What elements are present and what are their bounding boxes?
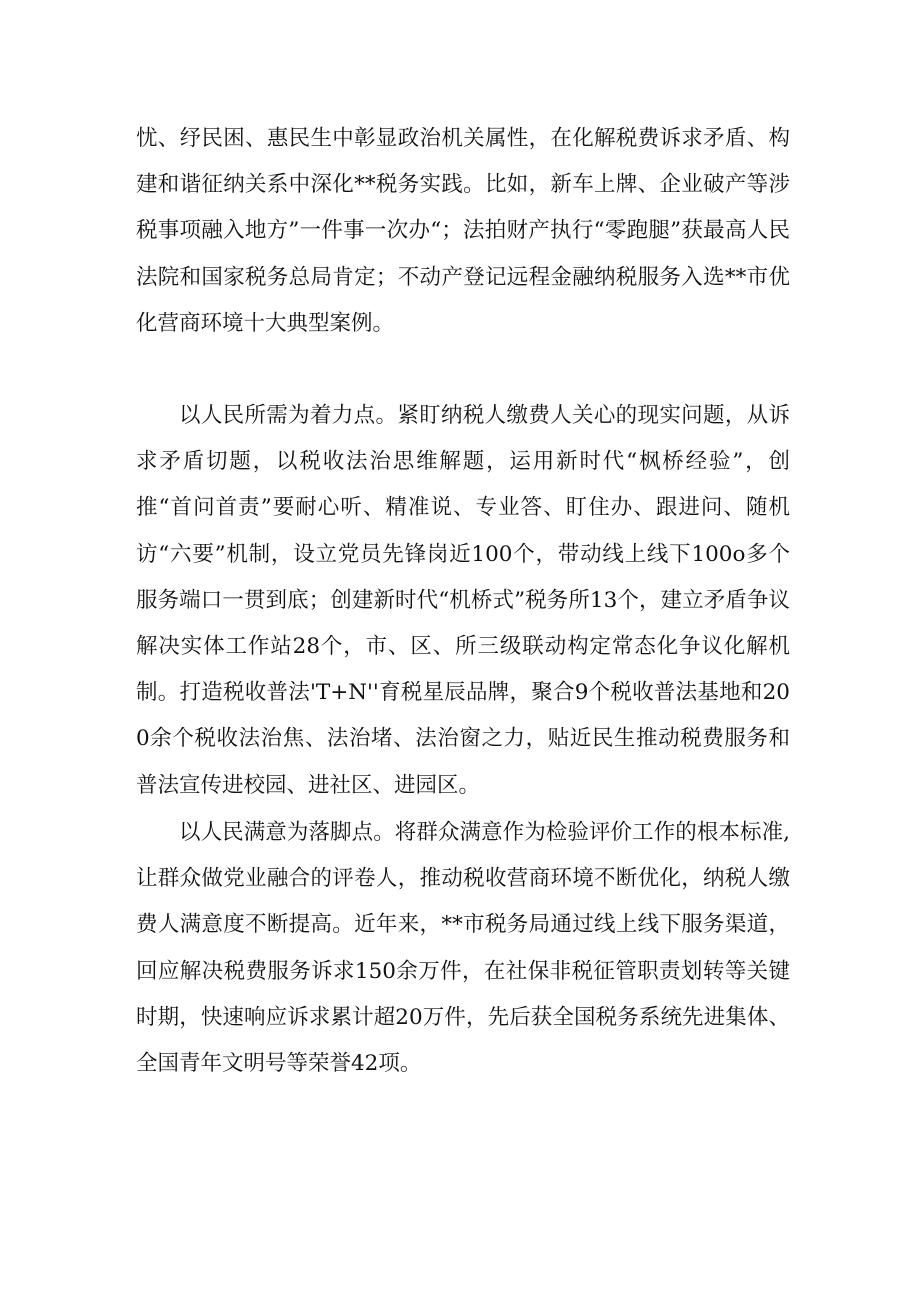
- paragraph-continuation: 忧、纾民困、惠民生中彰显政治机关属性，在化解税费诉求矛盾、构建和谐征纳关系中深化**税务实践。比如，新车上牌、企业破产等涉税事项融入地方”一件事一次办“；法拍财产执行“零跑腿”获最高人民法院和国家税务总局肯定；不动产登记远程金融纳税服务入选**市优化营商环境十大典型案例。: [136, 126, 790, 336]
- paragraph-people-needs: 以人民所需为着力点。紧盯纳税人缴费人关心的现实问题，从诉求矛盾切题，以税收法治思维解题，运用新时代“枫桥经验”，创推“首问首责”要耐心听、精准说、专业答、盯住办、跟进问、随机访“六要”机制，设立党员先锋岗近100个，带动线上线下100o多个服务端口一贯到底；创建新时代“机桥式”税务所13个，建立矛盾争议解决实体工作站28个，市、区、所三级联动构定常态化争议化解机制。打造税收普法'T+N''育税星辰品牌，聚合9个税收普法基地和200余个税收法治焦、法治堵、法治窗之力，贴近民生推动税费服务和普法宣传进校园、进社区、进园区。: [136, 403, 790, 798]
- paragraph-people-satisfaction: 以人民满意为落脚点。将群众满意作为检验评价工作的根本标准,让群众做党业融合的评卷人，推动税收营商环境不断优化，纳税人缴费人满意度不断提高。近年来，**市税务局通过线上线下服务渠道，回应解决税费服务诉求150余万件，在社保非税征管职责划转等关键时期，快速响应诉求累计超20万件，先后获全国税务系统先进集体、全国青年文明号等荣誉42项。: [136, 820, 790, 1077]
